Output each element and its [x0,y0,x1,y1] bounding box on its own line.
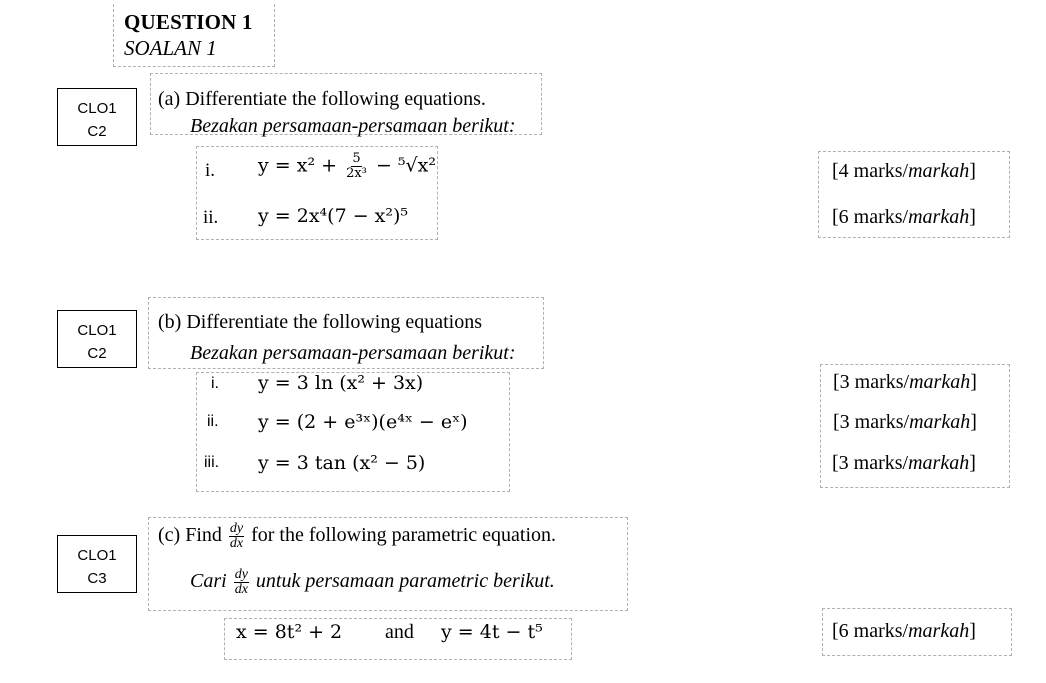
clo-box-c [57,535,137,593]
marks-malay: markah [908,160,970,182]
c-marks [832,620,976,643]
cari-prefix: Cari [190,570,227,593]
find-suffix: for the following parametric equation. [251,524,557,547]
marks-malay: markah [908,452,970,474]
cognitive-level-label: C2 [87,345,107,362]
b-item-number: iii. [204,454,220,471]
a-item-number: ii. [203,207,219,228]
clo-label: CLO1 [77,547,117,564]
fraction-denominator: dx [234,582,248,597]
clo-box-b [57,310,137,368]
marks-text: [3 marks/ [833,411,910,433]
b-item-2-marks [833,411,977,434]
cari-suffix: untuk persamaan parametric berikut. [255,570,555,593]
c-equation-x: x = 8t² + 2 [236,621,343,643]
dy-dx-fraction [234,568,249,597]
a-item-1-marks [832,160,976,183]
a-instruction-malay: Bezakan persamaan-persamaan berikut: [190,115,516,137]
fraction-numerator: dy [234,567,248,582]
b-item-number: ii. [207,413,219,430]
cognitive-level-label: C3 [87,570,107,587]
marks-close: ] [969,160,976,182]
a-item-2-marks [832,206,976,229]
clo-label: CLO1 [77,322,117,339]
question-subtitle: SOALAN 1 [124,36,217,60]
c-and-word: and [385,621,414,643]
equation-suffix: − ⁵√x² [375,154,436,177]
fraction-numerator: dy [229,521,244,536]
marks-malay: markah [909,371,971,393]
marks-close: ] [969,206,976,228]
b-item-number: i. [211,375,219,392]
fraction-denominator: dx [229,536,244,551]
marks-close: ] [970,411,977,433]
marks-malay: markah [908,620,970,642]
marks-text: [3 marks/ [832,452,909,474]
marks-close: ] [970,371,977,393]
fraction-denominator: 2x³ [346,166,367,181]
b-item-3-marks [832,452,976,475]
question-title: QUESTION 1 [124,10,253,34]
dy-dx-fraction [229,522,244,551]
marks-close: ] [969,452,976,474]
equation-fraction [345,152,368,181]
marks-close: ] [969,620,976,642]
clo-label: CLO1 [77,100,117,117]
b-equation-2: y = (2 + e³ˣ)(e⁴ˣ − eˣ) [258,411,468,433]
fraction-numerator: 5 [352,151,361,166]
find-prefix: (c) Find [158,524,222,547]
b-equation-3: y = 3 tan (x² − 5) [258,452,426,474]
c-instruction-malay [190,568,555,597]
a-item-number: i. [205,160,216,181]
a-equation-2: y = 2x⁴(7 − x²)⁵ [258,205,409,227]
b-item-1-marks [833,371,977,394]
marks-text: [4 marks/ [832,160,909,182]
b-equation-1: y = 3 ln (x² + 3x) [258,372,424,394]
b-instruction-malay: Bezakan persamaan-persamaan berikut: [190,342,516,364]
c-instruction [158,522,556,551]
clo-box-a [57,88,137,146]
a-instruction: (a) Differentiate the following equations. [158,88,486,110]
cognitive-level-label: C2 [87,123,107,140]
c-equation-y: y = 4t − t⁵ [441,621,543,643]
equation-prefix: y = x² + [258,154,338,177]
a-equation-1 [258,152,436,181]
marks-malay: markah [908,206,970,228]
marks-text: [3 marks/ [833,371,910,393]
marks-text: [6 marks/ [832,620,909,642]
marks-text: [6 marks/ [832,206,909,228]
marks-malay: markah [909,411,971,433]
b-instruction: (b) Differentiate the following equations [158,311,482,333]
